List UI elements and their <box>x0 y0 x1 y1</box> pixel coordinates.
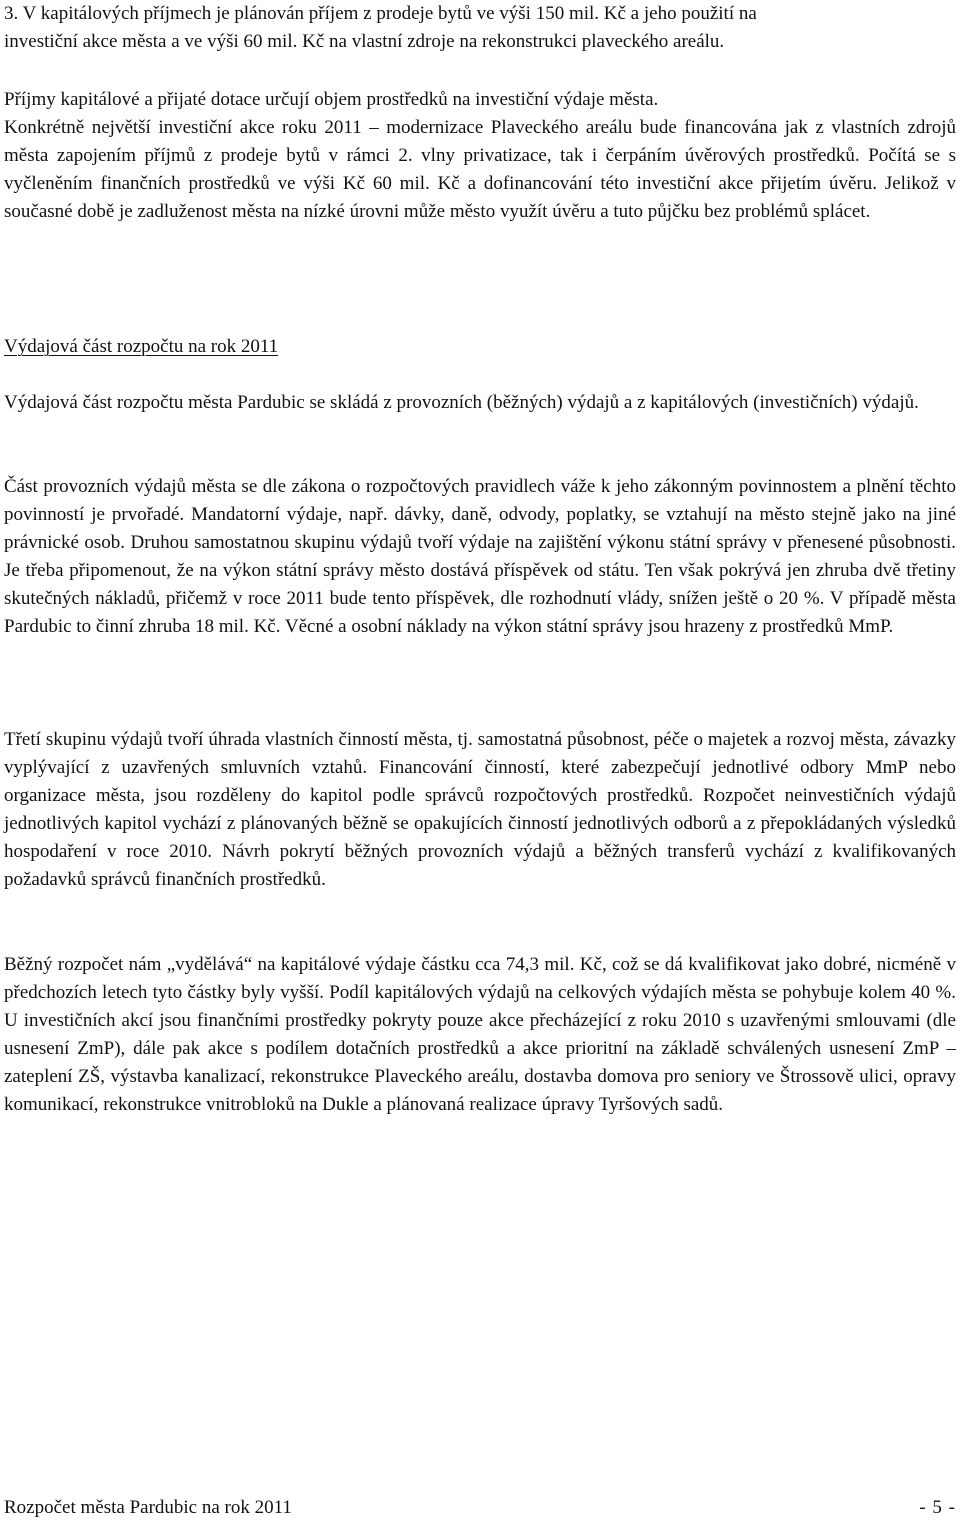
footer-title: Rozpočet města Pardubic na rok 2011 <box>4 1497 292 1518</box>
capital-paragraph-lead: Příjmy kapitálové a přijaté dotace určují objem prostředků na investiční výdaje města. <box>4 89 659 110</box>
capital-paragraph <box>4 86 956 226</box>
page-number: - 5 - <box>919 1497 956 1518</box>
third-group-paragraph: Třetí skupinu výdajů tvoří úhrada vlastních činností města, tj. samostatná působnost, péče o majetek a rozvoj města, závazky vyplývající z uzavřených smluvních vztahů. Financování činností, které zabezpečují jednotlivé odbory MmP nebo organizace města, jsou rozděleny do kapitol podle správců rozpočtových prostředků. Rozpočet neinvestičních výdajů jednotlivých kapitol vychází z plánovaných běžně se opakujících činností jednotlivých odborů a z přepokládaných výsledků hospodaření v roce 2010. Návrh pokrytí běžných provozních výdajů a běžných transferů vychází z kvalifikovaných požadavků správců finančních prostředků. <box>4 729 956 890</box>
intro-paragraph <box>4 0 956 56</box>
expense-intro-paragraph: Výdajová část rozpočtu města Pardubic se skládá z provozních (běžných) výdajů a z kapitálových (investičních) výdajů. <box>4 392 919 413</box>
operating-expenses-paragraph: Část provozních výdajů města se dle zákona o rozpočtových pravidlech váže k jeho zákonným povinnostem a plnění těchto povinností je prvořadé. Mandatorní výdaje, např. dávky, daně, odvody, poplatky, se vztahují na město stejně jako na jiné právnické osob. Druhou samostatnou skupinu výdajů tvoří výdaje na zajištění výkonu státní správy v přenesené působnosti. Je třeba připomenout, že na výkon státní správy město dostává příspěvek od státu. Ten však pokrývá jen zhruba dvě třetiny skutečných nákladů, přičemž v roce 2011 bude tento příspěvek, dle rozhodnutí vlády, snížen ještě o 20 %. V případě města Pardubic to činní zhruba 18 mil. Kč. Věcné a osobní náklady na výkon státní správy jsou hrazeny z prostředků MmP. <box>4 476 956 637</box>
capital-paragraph-body: Konkrétně největší investiční akce roku 2011 – modernizace Plaveckého areálu bude financována jak z vlastních zdrojů města zapojením příjmů z prodeje bytů v rámci 2. vlny privatizace, tak i čerpáním úvěrových prostředků. Počítá se s vyčleněním finančních prostředků ve výši Kč 60 mil. Kč a dofinancování této investiční akce přijetím úvěru. Jelikož v současné době je zadluženost města na nízké úrovni může město využít úvěru a tuto půjčku bez problémů splácet. <box>4 117 956 222</box>
intro-line-2: investiční akce města a ve výši 60 mil. Kč na vlastní zdroje na rekonstrukci plaveckého areálu. <box>4 31 725 52</box>
expense-section-heading: Výdajová část rozpočtu na rok 2011 <box>4 336 279 357</box>
intro-line-1: 3. V kapitálových příjmech je plánován příjem z prodeje bytů ve výši 150 mil. Kč a jeho použití na <box>4 3 757 24</box>
current-budget-paragraph: Běžný rozpočet nám „vydělává“ na kapitálové výdaje částku cca 74,3 mil. Kč, což se dá kvalifikovat jako dobré, nicméně v předchozích letech tyto částky byly vyšší. Podíl kapitálových výdajů na celkových výdajích města se pohybuje kolem 40 %. U investičních akcí jsou finančními prostředky pokryty pouze akce přecházející z roku 2010 s uzavřenými smlouvami (dle usnesení ZmP), dále pak akce s podílem dotačních prostředků a akce prioritní na základě schválených usnesení ZmP – zateplení ZŠ, výstavba kanalizací, rekonstrukce Plaveckého areálu, dostavba domova pro seniory ve Štrossově ulici, opravy komunikací, rekonstrukce vnitrobloků na Dukle a plánovaná realizace úpravy Tyršových sadů. <box>4 954 956 1115</box>
page-footer <box>4 1494 956 1522</box>
